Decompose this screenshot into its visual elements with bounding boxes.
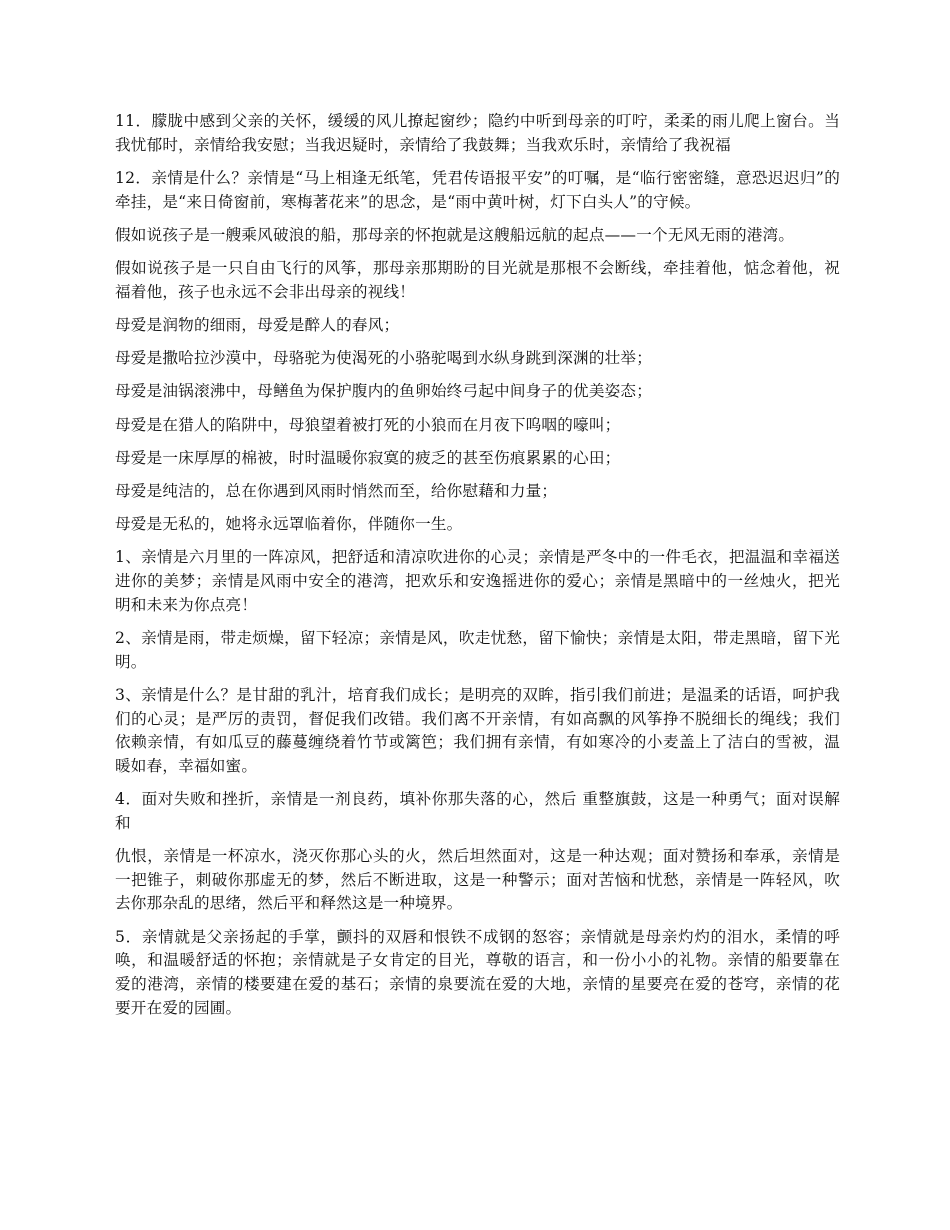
paragraph-love-rain: 母爱是润物的细雨，母爱是醉人的春风；: [115, 315, 400, 334]
paragraph-1: 1、亲情是六月里的一阵凉风，把舒适和清凉吹进你的心灵；亲情是严冬中的一件毛衣，把温温和幸福送进你的美梦；亲情是风雨中安全的港湾，把欢乐和安逸摇进你的爱心；亲情是黑暗中的一丝烛火，把光明和未来为你点亮！: [115, 548, 840, 614]
paragraph-12: 12．亲情是什么？亲情是“马上相逢无纸笔，凭君传语报平安”的叮嘱，是“临行密密缝，意恐迟迟归”的牵挂，是“来日倚窗前，寒梅著花来”的思念，是“雨中黄叶树，灯下白头人”的守候。: [115, 168, 840, 211]
paragraph-kite: 假如说孩子是一只自由飞行的风筝，那母亲那期盼的目光就是那根不会断线，牵挂着他，惦念着他，祝福着他，孩子也永远不会非出母亲的视线！: [115, 259, 840, 301]
paragraph-11: 11．朦胧中感到父亲的关怀，缓缓的风儿撩起窗纱；隐约中听到母亲的叮咛，柔柔的雨儿爬上窗台。当我忧郁时，亲情给我安慰；当我迟疑时，亲情给了我鼓舞；当我欢乐时，亲情给了我祝福: [115, 112, 840, 154]
paragraph-4-continued: 仇恨，亲情是一杯凉水，浇灭你那心头的火，然后坦然面对，这是一种达观；面对赞扬和奉承，亲情是一把锥子，刺破你那虚无的梦，然后不断进取，这是一种警示；面对苦恼和忧愁，亲情是一阵轻风，吹去你那杂乱的思绪，然后平和释然这是一种境界。: [115, 847, 840, 913]
paragraph-love-pure: 母爱是纯洁的，总在你遇到风雨时悄然而至，给你慰藉和力量；: [115, 481, 558, 500]
paragraph-love-wolf: 母爱是在猎人的陷阱中，母狼望着被打死的小狼而在月夜下呜咽的嚎叫；: [115, 415, 621, 434]
paragraph-love-quilt: 母爱是一床厚厚的棉被，时时温暖你寂寞的疲乏的甚至伤痕累累的心田；: [115, 448, 621, 467]
document-body: [115, 110, 840, 1030]
paragraph-4: 4．面对失败和挫折，亲情是一剂良药，填补你那失落的心，然后 重整旗鼓，这是一种勇气；面对误解和: [115, 790, 840, 832]
paragraph-love-camel: 母爱是撒哈拉沙漠中，母骆驼为使渴死的小骆驼喝到水纵身跳到深渊的壮举；: [115, 349, 652, 368]
paragraph-3: 3、亲情是什么？是甘甜的乳汁，培育我们成长；是明亮的双眸，指引我们前进；是温柔的话语，呵护我们的心灵；是严厉的责罚，督促我们改错。我们离不开亲情，有如高飘的风筝挣不脱细长的绳线；我们依赖亲情，有如瓜豆的藤蔓缠绕着竹节或篱笆；我们拥有亲情，有如寒冷的小麦盖上了洁白的雪被，温暖如春，幸福如蜜。: [115, 685, 840, 775]
paragraph-boat: 假如说孩子是一艘乘风破浪的船，那母亲的怀抱就是这艘船远航的起点——一个无风无雨的港湾。: [115, 225, 795, 244]
paragraph-5: 5．亲情就是父亲扬起的手掌，颤抖的双唇和恨铁不成钢的怒容；亲情就是母亲灼灼的泪水，柔情的呼唤，和温暖舒适的怀抱；亲情就是子女肯定的目光，尊敬的语言，和一份小小的礼物。亲情的船要靠在爱的港湾，亲情的楼要建在爱的基石；亲情的泉要流在爱的大地，亲情的星要亮在爱的苍穹，亲情的花要开在爱的园圃。: [115, 927, 840, 1017]
paragraph-love-selfless: 母爱是无私的，她将永远罩临着你，伴随你一生。: [115, 515, 463, 534]
paragraph-2: 2、亲情是雨，带走烦燥，留下轻凉；亲情是风，吹走忧愁，留下愉快；亲情是太阳，带走黑暗，留下光明。: [115, 628, 840, 671]
paragraph-love-eel: 母爱是油锅滚沸中，母鳝鱼为保护腹内的鱼卵始终弓起中间身子的优美姿态；: [115, 382, 652, 401]
